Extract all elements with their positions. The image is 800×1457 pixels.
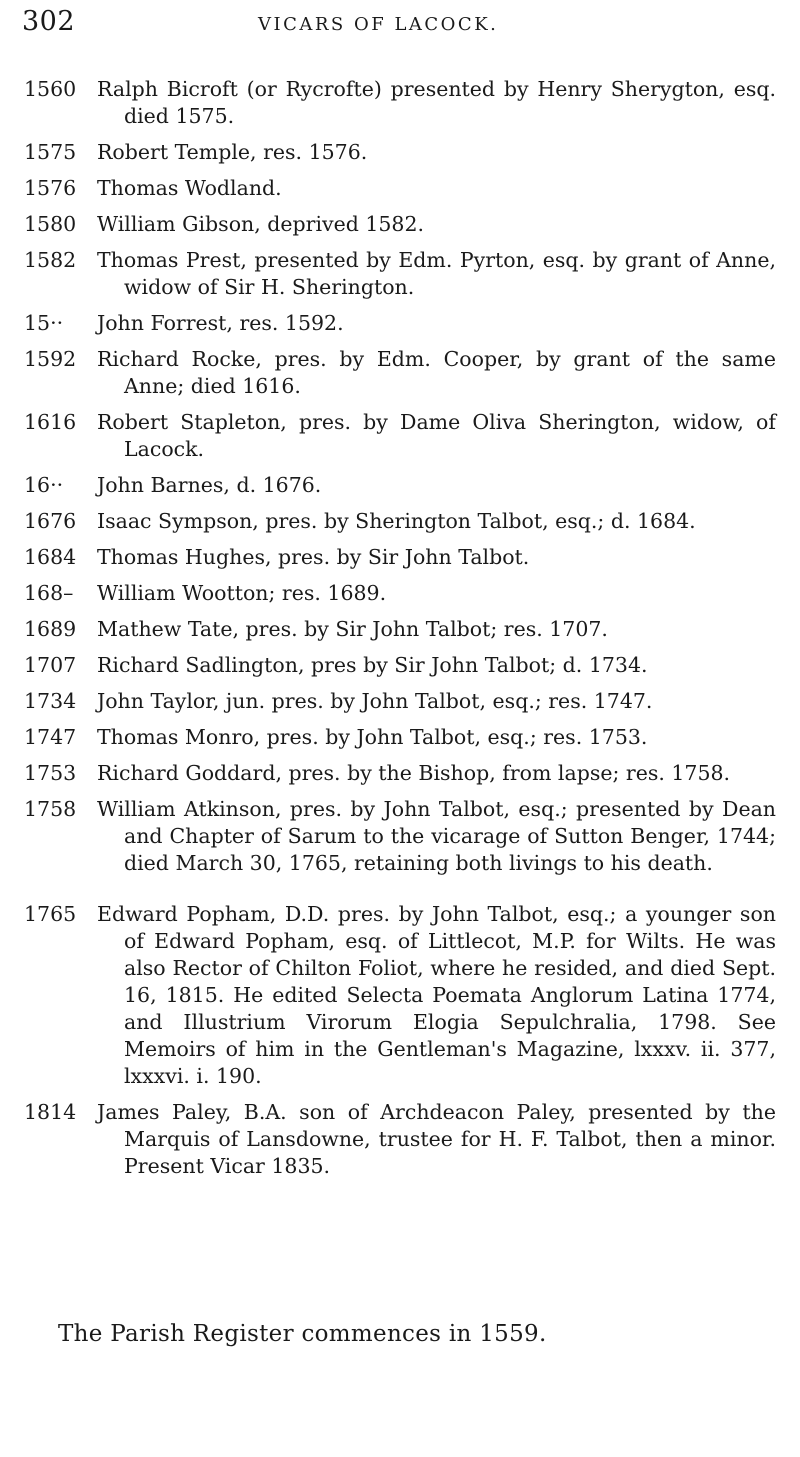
entry-text: William Atkinson, pres. by John Talbot, esq.; presented by Dean and Chapter of Sarum to the vicarage of Sutton Benger, 1744; died March 30, 1765, retaining both livings to his death. [97, 797, 776, 875]
vicar-entry-16xx [24, 472, 776, 499]
vicar-list [24, 76, 776, 1189]
entry-year: 1707 [24, 653, 77, 677]
vicar-entry-1576 [24, 175, 776, 202]
entry-year: 1582 [24, 248, 77, 272]
entry-text: John Barnes, d. 1676. [97, 473, 322, 497]
vicar-entry-1758 [24, 796, 776, 877]
vicar-entry-1580 [24, 211, 776, 238]
entry-year: 1747 [24, 725, 77, 749]
entry-text: Thomas Monro, pres. by John Talbot, esq.; res. 1753. [97, 725, 648, 749]
vicar-entry-1753 [24, 760, 776, 787]
page-number: 302 [22, 6, 76, 37]
entry-text: Richard Sadlington, pres by Sir John Talbot; d. 1734. [97, 653, 648, 677]
entry-year: 1689 [24, 617, 77, 641]
vicar-entry-1592 [24, 346, 776, 400]
vicar-entry-15xx [24, 310, 776, 337]
entry-text: Richard Goddard, pres. by the Bishop, from lapse; res. 1758. [97, 761, 731, 785]
entry-year: 1580 [24, 212, 77, 236]
entry-text: Thomas Prest, presented by Edm. Pyrton, esq. by grant of Anne, widow of Sir H. Sherington. [97, 248, 776, 299]
vicar-entry-1747 [24, 724, 776, 751]
running-head: VICARS OF LACOCK. [258, 14, 499, 35]
entry-year: 16·· [24, 473, 64, 497]
entry-year: 1676 [24, 509, 77, 533]
entry-text: William Gibson, deprived 1582. [97, 212, 425, 236]
vicar-entry-1707 [24, 652, 776, 679]
entry-text: James Paley, B.A. son of Archdeacon Paley, presented by the Marquis of Lansdowne, trustee for H. F. Talbot, then a minor. Present Vicar 1835. [97, 1100, 776, 1178]
entry-year: 168– [24, 581, 74, 605]
entry-text: Richard Rocke, pres. by Edm. Cooper, by grant of the same Anne; died 1616. [97, 347, 776, 398]
vicar-entry-1684 [24, 544, 776, 571]
entry-text: Ralph Bicroft (or Rycrofte) presented by Henry Sherygton, esq. died 1575. [97, 77, 776, 128]
vicar-entry-1575 [24, 139, 776, 166]
entry-year: 15·· [24, 311, 64, 335]
entry-year: 1560 [24, 77, 77, 101]
entry-text: Mathew Tate, pres. by Sir John Talbot; res. 1707. [97, 617, 608, 641]
entry-text: Edward Popham, D.D. pres. by John Talbot, esq.; a younger son of Edward Popham, esq. of Littlecot, M.P. for Wilts. He was also Rector of Chilton Foliot, where he resided, and died Sept. 16, 1815. He edited Selecta Poemata Anglorum Latina 1774, and Illustrium Virorum Elogia Sepulchralia, 1798. See Memoirs of him in the Gentleman's Magazine, lxxxv. ii. 377, lxxxvi. i. 190. [97, 902, 776, 1088]
entry-text: Isaac Sympson, pres. by Sherington Talbot, esq.; d. 1684. [97, 509, 696, 533]
entry-text: Thomas Hughes, pres. by Sir John Talbot. [97, 545, 530, 569]
vicar-entry-1582 [24, 247, 776, 301]
entry-text: Robert Temple, res. 1576. [97, 140, 368, 164]
entry-year: 1616 [24, 410, 77, 434]
vicar-entry-1689 [24, 616, 776, 643]
entry-year: 1753 [24, 761, 77, 785]
entry-year: 1575 [24, 140, 77, 164]
vicar-entry-1814 [24, 1099, 776, 1180]
parish-register-note: The Parish Register commences in 1559. [58, 1321, 547, 1347]
entry-year: 1814 [24, 1100, 77, 1124]
vicar-entry-1734 [24, 688, 776, 715]
entry-year: 1684 [24, 545, 77, 569]
entry-year: 1576 [24, 176, 77, 200]
entry-year: 1592 [24, 347, 77, 371]
entry-text: Robert Stapleton, pres. by Dame Oliva Sherington, widow, of Lacock. [97, 410, 776, 461]
entry-text: John Forrest, res. 1592. [97, 311, 344, 335]
entry-text: Thomas Wodland. [97, 176, 282, 200]
vicar-entry-168x [24, 580, 776, 607]
entry-year: 1734 [24, 689, 77, 713]
vicar-entry-1676 [24, 508, 776, 535]
entry-year: 1758 [24, 797, 77, 821]
vicar-entry-1560 [24, 76, 776, 130]
vicar-entry-1765 [24, 901, 776, 1090]
entry-text: John Taylor, jun. pres. by John Talbot, esq.; res. 1747. [97, 689, 653, 713]
vicar-entry-1616 [24, 409, 776, 463]
entry-text: William Wootton; res. 1689. [97, 581, 387, 605]
entry-year: 1765 [24, 902, 77, 926]
